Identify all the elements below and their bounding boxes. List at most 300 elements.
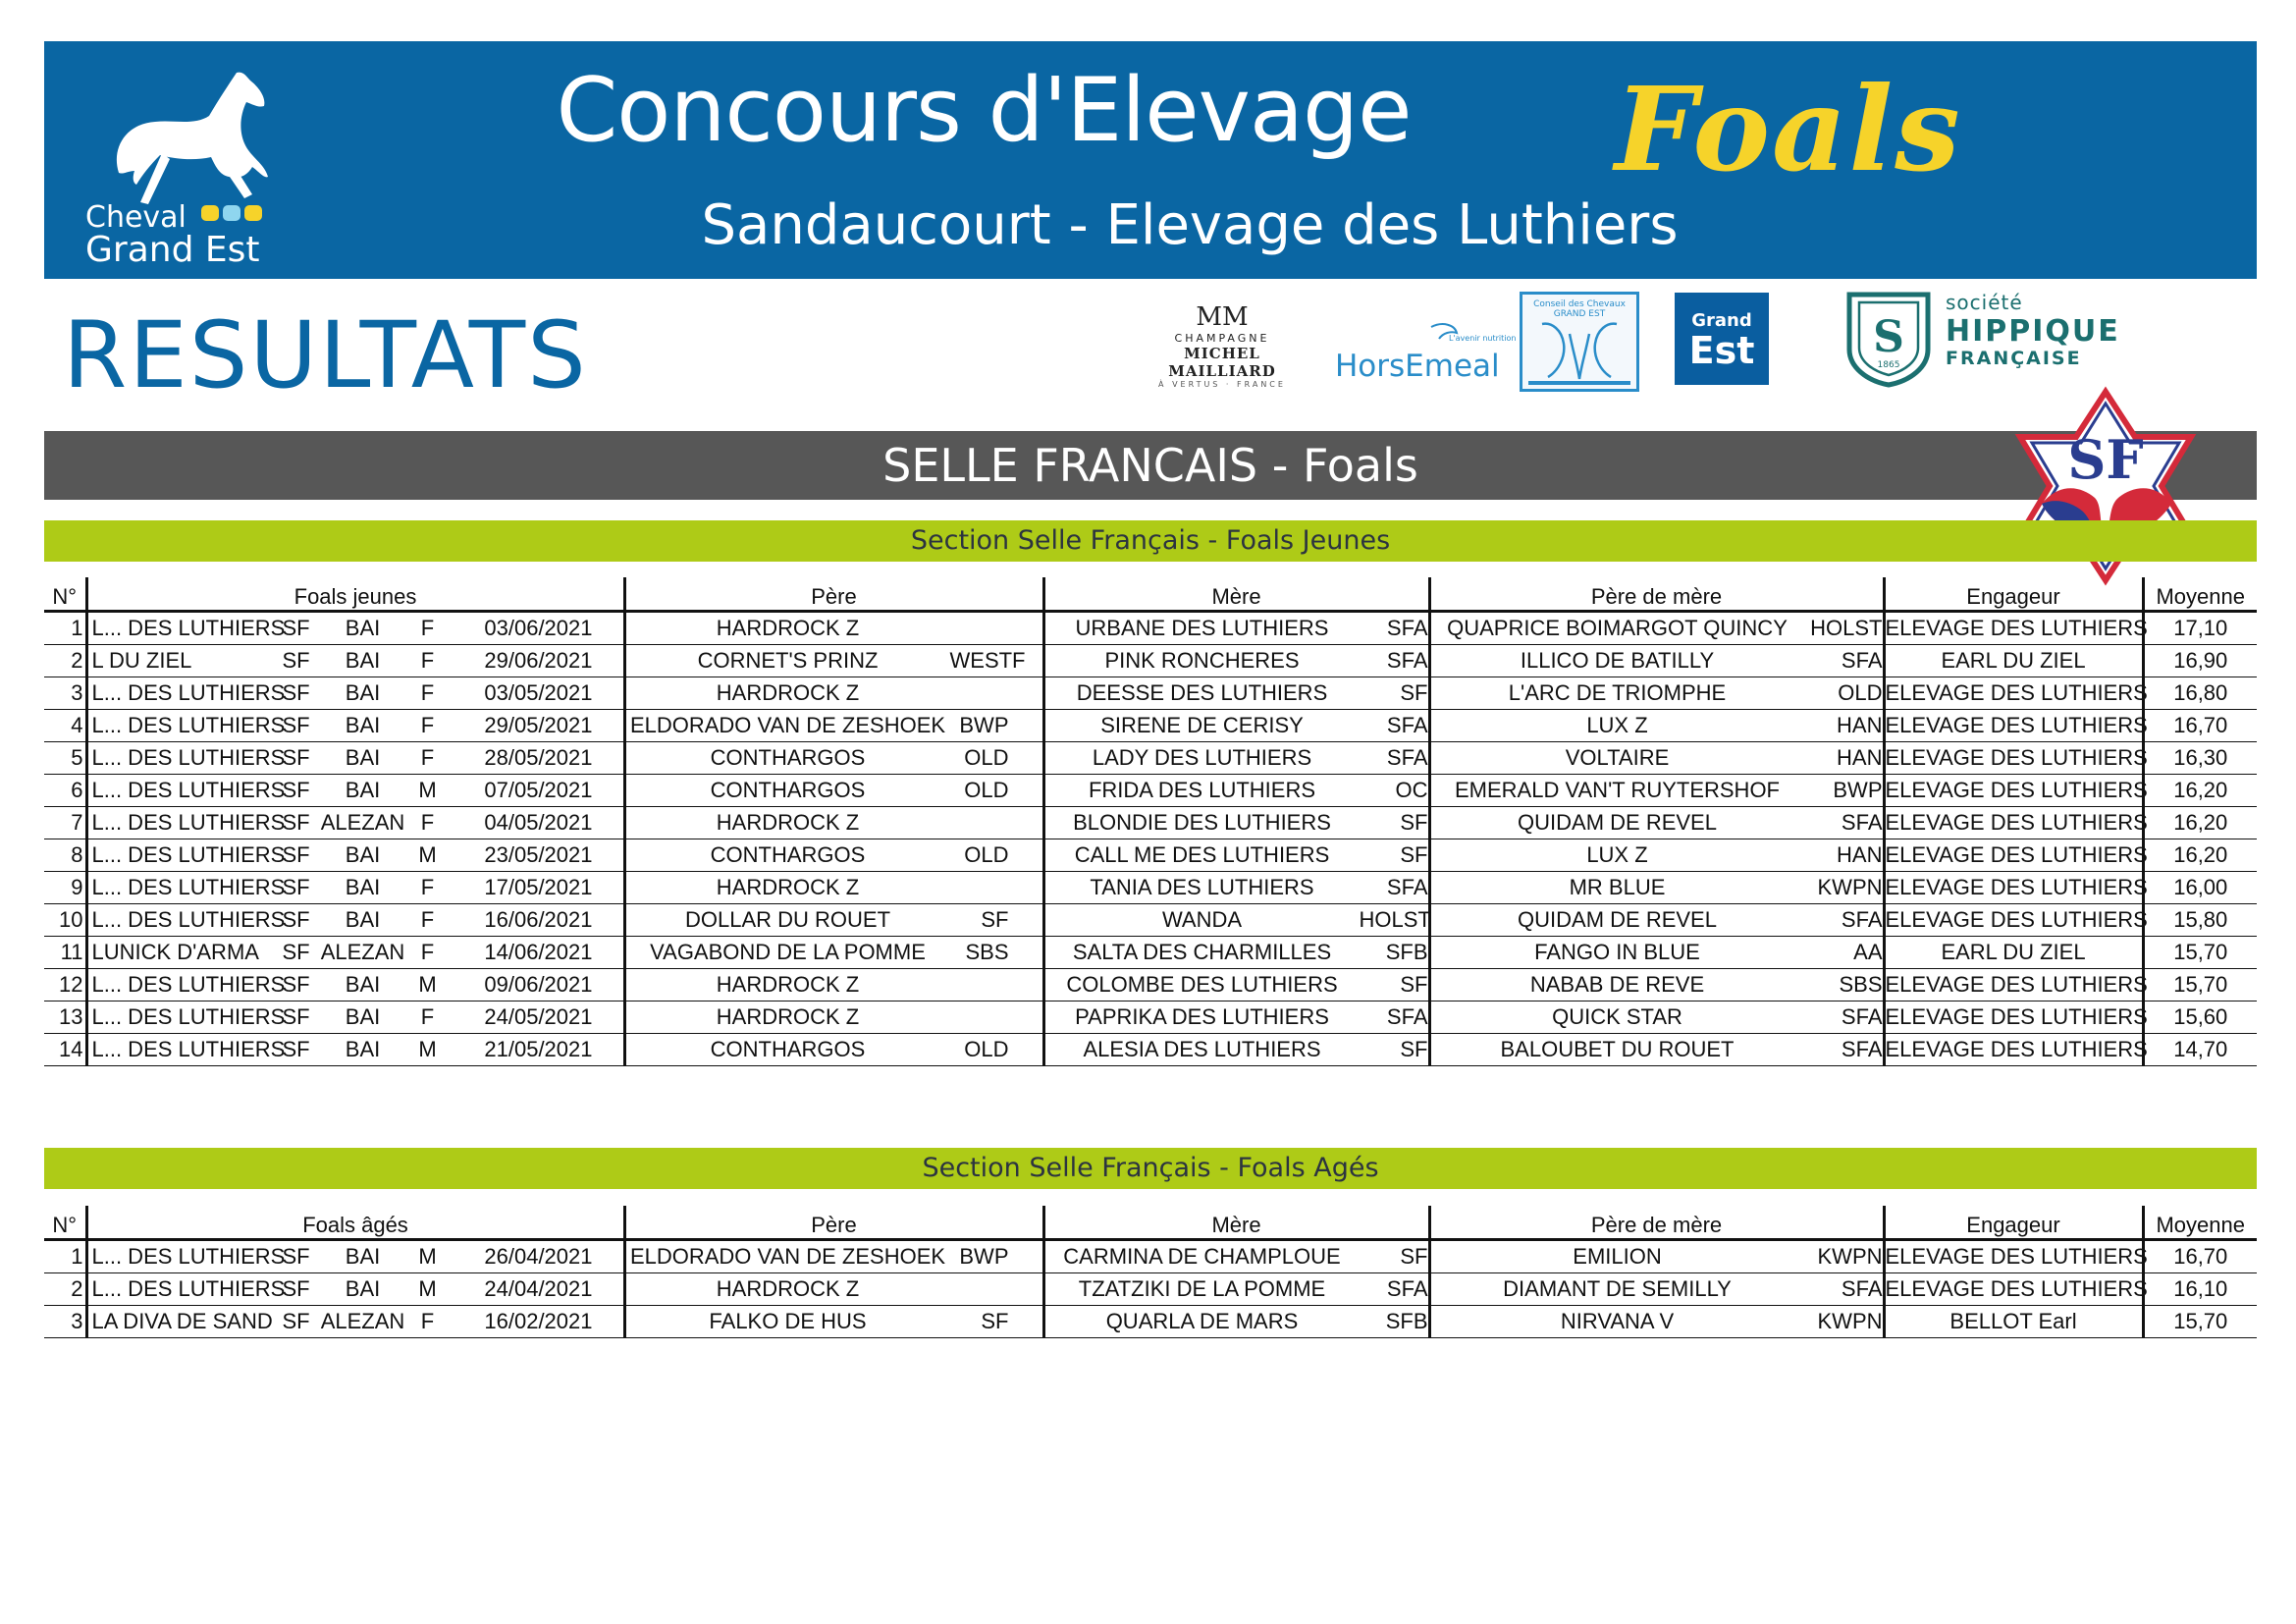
cell-pere-de-mere [1429, 677, 1884, 710]
table-row [44, 1273, 2257, 1306]
foal-robe: ALEZAN [320, 940, 405, 964]
page-subtitle: Sandaucourt - Elevage des Luthiers [701, 193, 1679, 257]
mere-race: SF [1400, 972, 1428, 997]
foal-race: SF [282, 842, 310, 867]
foal-robe: BAI [345, 1037, 381, 1061]
foal-date: 17/05/2021 [484, 875, 593, 899]
badge-text: SF [2067, 428, 2144, 491]
cell-num: 8 [44, 839, 86, 872]
cell-mere [1043, 710, 1429, 742]
foal-sexe: F [420, 616, 435, 640]
logo-text-grand-est: Grand Est [85, 230, 260, 270]
mere-name: COLOMBE DES LUTHIERS [1066, 972, 1338, 997]
cell-pere [624, 742, 1043, 775]
foal-race: SF [282, 616, 310, 640]
foal-name: L... DES LUTHIERS [91, 745, 286, 770]
foal-sexe: F [420, 1004, 435, 1029]
pere-de-mere-name: FANGO IN BLUE [1534, 940, 1700, 964]
foal-name: L... DES LUTHIERS [91, 1276, 286, 1301]
pere-de-mere-name: L'ARC DE TRIOMPHE [1508, 680, 1727, 705]
mm-line2: MICHEL MAILLIARD [1168, 345, 1276, 380]
pere-race: BWP [959, 713, 1009, 737]
cell-mere [1043, 1273, 1429, 1306]
mere-name: LADY DES LUTHIERS [1092, 745, 1312, 770]
shf-line2: HIPPIQUE [1946, 314, 2120, 349]
shf-line3: FRANÇAISE [1946, 348, 2082, 369]
pere-de-mere-race: SFA [1841, 1276, 1883, 1301]
mm-line3: À VERTUS · FRANCE [1158, 380, 1286, 389]
mere-race: SF [1400, 680, 1428, 705]
cell-pere [624, 937, 1043, 969]
col-header-pere: Père [624, 1206, 1043, 1240]
pere-name: CORNET'S PRINZ [697, 648, 879, 673]
cell-mere [1043, 839, 1429, 872]
foal-sexe: F [420, 680, 435, 705]
mere-race: SFA [1386, 648, 1428, 673]
foal-date: 07/05/2021 [484, 778, 593, 802]
page-title: Concours d'Elevage [556, 59, 1412, 162]
col-header-moyenne: Moyenne [2143, 1206, 2257, 1240]
mere-name: FRIDA DES LUTHIERS [1088, 778, 1316, 802]
foal-name: LA DIVA DE SAND [91, 1309, 273, 1333]
foal-name: LUNICK D'ARMA [91, 940, 259, 964]
pere-de-mere-race: BWP [1833, 778, 1883, 802]
pere-name: ELDORADO VAN DE ZESHOEK [629, 1244, 946, 1269]
foal-name: L DU ZIEL [91, 648, 192, 673]
mere-race: SFA [1386, 616, 1428, 640]
cell-moyenne: 14,70 [2143, 1034, 2257, 1066]
cell-num: 3 [44, 677, 86, 710]
foal-date: 28/05/2021 [484, 745, 593, 770]
cell-pere-de-mere [1429, 1273, 1884, 1306]
cell-pere-de-mere [1429, 872, 1884, 904]
conseil-line1: Conseil des Chevaux [1533, 299, 1626, 309]
cell-num: 1 [44, 1240, 86, 1273]
cell-foal [86, 969, 624, 1001]
cell-num: 2 [44, 645, 86, 677]
grand-est-line2: Est [1688, 329, 1755, 372]
cell-num: 9 [44, 872, 86, 904]
cell-mere [1043, 872, 1429, 904]
pere-name: HARDROCK Z [716, 616, 860, 640]
cell-moyenne: 15,80 [2143, 904, 2257, 937]
cell-pere [624, 1034, 1043, 1066]
cell-moyenne: 16,00 [2143, 872, 2257, 904]
header-banner [44, 41, 2257, 279]
cell-mere [1043, 969, 1429, 1001]
foal-sexe: M [418, 842, 437, 867]
foal-robe: BAI [345, 972, 381, 997]
cell-engageur: EARL DU ZIEL [1884, 645, 2143, 677]
cell-foal [86, 645, 624, 677]
grand-est-region-logo [1675, 293, 1769, 385]
foal-robe: BAI [345, 745, 381, 770]
cell-num: 6 [44, 775, 86, 807]
pere-de-mere-race: SFA [1841, 1004, 1883, 1029]
pere-de-mere-name: VOLTAIRE [1565, 745, 1670, 770]
cell-num: 4 [44, 710, 86, 742]
cell-moyenne: 16,90 [2143, 645, 2257, 677]
foal-race: SF [282, 1037, 310, 1061]
page-title-accent: Foals [1615, 61, 1962, 197]
cell-engageur: ELEVAGE DES LUTHIERS [1884, 1240, 2143, 1273]
shf-monogram: S [1873, 312, 1904, 362]
shf-line1: société [1946, 291, 2023, 314]
mere-name: BLONDIE DES LUTHIERS [1073, 810, 1331, 835]
cell-engageur: ELEVAGE DES LUTHIERS [1884, 775, 2143, 807]
cell-num: 10 [44, 904, 86, 937]
mere-race: SF [1400, 810, 1428, 835]
foal-sexe: M [418, 1276, 437, 1301]
foal-race: SF [282, 940, 310, 964]
cell-pere [624, 612, 1043, 645]
cell-num: 1 [44, 612, 86, 645]
pere-de-mere-race: SFA [1841, 810, 1883, 835]
pere-de-mere-name: EMERALD VAN'T RUYTERSHOF [1455, 778, 1780, 802]
foal-date: 04/05/2021 [484, 810, 593, 835]
mere-race: SFB [1385, 1309, 1428, 1333]
pere-de-mere-race: AA [1853, 940, 1883, 964]
pere-name: CONTHARGOS [710, 842, 866, 867]
pere-race: SF [981, 907, 1009, 932]
pere-name: VAGABOND DE LA POMME [650, 940, 926, 964]
cell-engageur: ELEVAGE DES LUTHIERS [1884, 839, 2143, 872]
table-row [44, 904, 2257, 937]
cell-pere-de-mere [1429, 904, 1884, 937]
mere-name: DEESSE DES LUTHIERS [1076, 680, 1328, 705]
mere-name: TANIA DES LUTHIERS [1090, 875, 1314, 899]
foal-sexe: F [420, 810, 435, 835]
foal-sexe: M [418, 1037, 437, 1061]
cell-pere-de-mere [1429, 969, 1884, 1001]
pere-name: HARDROCK Z [716, 1276, 860, 1301]
mere-name: TZATZIKI DE LA POMME [1078, 1276, 1326, 1301]
cell-mere [1043, 1306, 1429, 1338]
foal-robe: BAI [345, 842, 381, 867]
cell-pere [624, 710, 1043, 742]
foal-date: 16/02/2021 [484, 1309, 593, 1333]
pere-de-mere-race: OLD [1838, 680, 1883, 705]
cell-engageur: ELEVAGE DES LUTHIERS [1884, 742, 2143, 775]
mere-name: CALL ME DES LUTHIERS [1074, 842, 1330, 867]
cell-num: 12 [44, 969, 86, 1001]
cell-engageur: ELEVAGE DES LUTHIERS [1884, 710, 2143, 742]
cell-mere [1043, 1034, 1429, 1066]
foal-race: SF [282, 972, 310, 997]
cell-moyenne: 16,20 [2143, 807, 2257, 839]
cell-moyenne: 15,70 [2143, 937, 2257, 969]
pere-de-mere-name: ILLICO DE BATILLY [1520, 648, 1715, 673]
mere-name: URBANE DES LUTHIERS [1075, 616, 1329, 640]
foal-name: L... DES LUTHIERS [91, 875, 286, 899]
cell-foal [86, 872, 624, 904]
col-header-num: N° [44, 1206, 86, 1240]
mere-race: SFA [1386, 745, 1428, 770]
pere-name: FALKO DE HUS [709, 1309, 867, 1333]
cell-pere-de-mere [1429, 645, 1884, 677]
cell-num: 13 [44, 1001, 86, 1034]
foal-race: SF [282, 1309, 310, 1333]
foal-robe: BAI [345, 616, 381, 640]
pere-de-mere-race: SFA [1841, 907, 1883, 932]
foal-name: L... DES LUTHIERS [91, 842, 286, 867]
table-row [44, 645, 2257, 677]
foal-race: SF [282, 907, 310, 932]
horsemeal-tagline: L'avenir nutrition [1449, 334, 1517, 343]
foal-sexe: F [420, 875, 435, 899]
cell-pere-de-mere [1429, 1240, 1884, 1273]
cell-foal [86, 612, 624, 645]
foal-date: 03/05/2021 [484, 680, 593, 705]
pere-name: DOLLAR DU ROUET [684, 907, 891, 932]
foal-robe: BAI [345, 907, 381, 932]
foal-name: L... DES LUTHIERS [91, 1037, 286, 1061]
mere-name: WANDA [1161, 907, 1243, 932]
pere-name: HARDROCK Z [716, 875, 860, 899]
cell-pere [624, 807, 1043, 839]
foal-sexe: F [420, 713, 435, 737]
table-row [44, 742, 2257, 775]
foal-date: 23/05/2021 [484, 842, 593, 867]
cell-moyenne: 16,30 [2143, 742, 2257, 775]
cell-pere [624, 677, 1043, 710]
foal-name: L... DES LUTHIERS [91, 907, 286, 932]
mm-monogram: MM [1196, 302, 1249, 332]
foal-date: 26/04/2021 [484, 1244, 593, 1269]
mere-name: QUARLA DE MARS [1105, 1309, 1299, 1333]
foal-race: SF [282, 1004, 310, 1029]
pere-de-mere-name: BALOUBET DU ROUET [1500, 1037, 1735, 1061]
pere-de-mere-race: KWPN [1817, 1244, 1883, 1269]
cell-pere-de-mere [1429, 775, 1884, 807]
mere-race: SFA [1386, 713, 1428, 737]
cell-engageur: ELEVAGE DES LUTHIERS [1884, 1034, 2143, 1066]
table-row [44, 937, 2257, 969]
foal-name: L... DES LUTHIERS [91, 616, 286, 640]
cell-pere-de-mere [1429, 742, 1884, 775]
mm-line1: CHAMPAGNE [1174, 332, 1270, 345]
mere-name: CARMINA DE CHAMPLOUE [1063, 1244, 1341, 1269]
foal-race: SF [282, 810, 310, 835]
foal-race: SF [282, 680, 310, 705]
cell-foal [86, 775, 624, 807]
cell-mere [1043, 937, 1429, 969]
pere-de-mere-name: QUAPRICE BOIMARGOT QUINCY [1447, 616, 1788, 640]
cell-mere [1043, 742, 1429, 775]
cell-pere [624, 1240, 1043, 1273]
table-row [44, 1306, 2257, 1338]
cell-pere-de-mere [1429, 1001, 1884, 1034]
foal-robe: BAI [345, 1244, 381, 1269]
cell-pere [624, 839, 1043, 872]
cell-foal [86, 839, 624, 872]
shf-shield-icon [1840, 289, 1938, 387]
pere-de-mere-race: HAN [1837, 842, 1883, 867]
cell-foal [86, 1306, 624, 1338]
table-row [44, 710, 2257, 742]
cell-pere-de-mere [1429, 1306, 1884, 1338]
table-row [44, 775, 2257, 807]
pere-de-mere-name: NABAB DE REVE [1529, 972, 1705, 997]
col-header-pere-de-mere: Père de mère [1429, 577, 1884, 612]
mere-race: OC [1395, 778, 1428, 802]
foal-robe: BAI [345, 1004, 381, 1029]
results-table-jeunes [44, 577, 2257, 1066]
foal-date: 29/06/2021 [484, 648, 593, 673]
cell-foal [86, 904, 624, 937]
results-table-ages [44, 1206, 2257, 1338]
cell-mere [1043, 775, 1429, 807]
mere-name: PAPRIKA DES LUTHIERS [1075, 1004, 1329, 1029]
cell-num: 14 [44, 1034, 86, 1066]
cell-mere [1043, 612, 1429, 645]
foal-robe: BAI [345, 1276, 381, 1301]
pere-de-mere-name: DIAMANT DE SEMILLY [1503, 1276, 1732, 1301]
cell-foal [86, 742, 624, 775]
results-heading: RESULTATS [63, 302, 588, 409]
foal-robe: ALEZAN [320, 1309, 405, 1333]
pere-name: CONTHARGOS [710, 745, 866, 770]
table-row [44, 872, 2257, 904]
foal-race: SF [282, 1276, 310, 1301]
cell-foal [86, 1240, 624, 1273]
cell-foal [86, 1001, 624, 1034]
foal-sexe: M [418, 972, 437, 997]
foal-race: SF [282, 648, 310, 673]
horsemeal-name: HorsEmeal [1335, 349, 1500, 384]
foal-sexe: F [420, 1309, 435, 1333]
foal-robe: BAI [345, 680, 381, 705]
cell-pere [624, 1001, 1043, 1034]
pere-de-mere-race: SFA [1841, 648, 1883, 673]
col-header-mere: Mère [1043, 577, 1429, 612]
cell-engageur: ELEVAGE DES LUTHIERS [1884, 677, 2143, 710]
pere-name: CONTHARGOS [710, 778, 866, 802]
cell-moyenne: 16,70 [2143, 710, 2257, 742]
cell-mere [1043, 904, 1429, 937]
cell-moyenne: 15,60 [2143, 1001, 2257, 1034]
cell-foal [86, 710, 624, 742]
mere-race: SF [1400, 1244, 1428, 1269]
foal-robe: BAI [345, 648, 381, 673]
cell-mere [1043, 1240, 1429, 1273]
foal-date: 09/06/2021 [484, 972, 593, 997]
pere-race: OLD [964, 1037, 1009, 1061]
michel-mailliard-logo [1129, 302, 1315, 391]
cell-moyenne: 15,70 [2143, 1306, 2257, 1338]
pere-race: BWP [959, 1244, 1009, 1269]
pere-de-mere-name: EMILION [1573, 1244, 1662, 1269]
cell-foal [86, 677, 624, 710]
foal-name: L... DES LUTHIERS [91, 810, 286, 835]
foal-date: 21/05/2021 [484, 1037, 593, 1061]
cell-engageur: ELEVAGE DES LUTHIERS [1884, 1001, 2143, 1034]
foal-robe: ALEZAN [320, 810, 405, 835]
foal-name: L... DES LUTHIERS [91, 1244, 286, 1269]
pere-name: CONTHARGOS [710, 1037, 866, 1061]
cell-foal [86, 807, 624, 839]
mere-race: SF [1400, 1037, 1428, 1061]
foal-race: SF [282, 1244, 310, 1269]
pere-name: HARDROCK Z [716, 972, 860, 997]
cell-pere [624, 1273, 1043, 1306]
cell-moyenne: 16,20 [2143, 775, 2257, 807]
cell-num: 3 [44, 1306, 86, 1338]
foal-sexe: F [420, 940, 435, 964]
pere-name: ELDORADO VAN DE ZESHOEK [629, 713, 946, 737]
foal-robe: BAI [345, 875, 381, 899]
cell-pere-de-mere [1429, 807, 1884, 839]
mere-race: SFB [1385, 940, 1428, 964]
cell-pere [624, 775, 1043, 807]
table-row [44, 839, 2257, 872]
pere-de-mere-race: HOLST [1810, 616, 1883, 640]
section-title-ages: Section Selle Français - Foals Agés [44, 1148, 2257, 1189]
table-header-row [44, 1206, 2257, 1240]
col-header-num: N° [44, 577, 86, 612]
cell-pere [624, 872, 1043, 904]
pere-race: SF [981, 1309, 1009, 1333]
cell-mere [1043, 1001, 1429, 1034]
grand-est-line1: Grand [1691, 310, 1752, 331]
cell-pere-de-mere [1429, 710, 1884, 742]
pere-name: HARDROCK Z [716, 680, 860, 705]
cell-foal [86, 1034, 624, 1066]
foal-date: 14/06/2021 [484, 940, 593, 964]
mere-race: SFA [1386, 1004, 1428, 1029]
cell-moyenne: 15,70 [2143, 969, 2257, 1001]
cell-engageur: ELEVAGE DES LUTHIERS [1884, 807, 2143, 839]
cell-engageur: EARL DU ZIEL [1884, 937, 2143, 969]
foal-name: L... DES LUTHIERS [91, 778, 286, 802]
mere-name: PINK RONCHERES [1104, 648, 1300, 673]
pere-de-mere-name: NIRVANA V [1560, 1309, 1675, 1333]
cell-pere-de-mere [1429, 937, 1884, 969]
pere-de-mere-race: HAN [1837, 713, 1883, 737]
foal-date: 24/04/2021 [484, 1276, 593, 1301]
table-row [44, 1240, 2257, 1273]
foal-sexe: M [418, 1244, 437, 1269]
mere-name: ALESIA DES LUTHIERS [1083, 1037, 1321, 1061]
table-row [44, 807, 2257, 839]
table-header-row [44, 577, 2257, 612]
cell-engageur: ELEVAGE DES LUTHIERS [1884, 1273, 2143, 1306]
mere-race: HOLST [1359, 907, 1431, 932]
section-title-jeunes: Section Selle Français - Foals Jeunes [44, 520, 2257, 562]
col-header-engageur: Engageur [1884, 1206, 2143, 1240]
table-row [44, 969, 2257, 1001]
cell-moyenne: 17,10 [2143, 612, 2257, 645]
table-row [44, 612, 2257, 645]
pere-de-mere-name: QUIDAM DE REVEL [1518, 810, 1717, 835]
pere-name: HARDROCK Z [716, 810, 860, 835]
pere-race: OLD [964, 745, 1009, 770]
pere-race: SBS [965, 940, 1009, 964]
cell-engageur: ELEVAGE DES LUTHIERS [1884, 969, 2143, 1001]
col-header-mere: Mère [1043, 1206, 1429, 1240]
col-header-pere-de-mere: Père de mère [1429, 1206, 1884, 1240]
mere-name: SIRENE DE CERISY [1100, 713, 1304, 737]
pere-de-mere-race: KWPN [1817, 875, 1883, 899]
mere-race: SFA [1386, 1276, 1428, 1301]
foal-date: 29/05/2021 [484, 713, 593, 737]
cell-num: 5 [44, 742, 86, 775]
cell-pere [624, 1306, 1043, 1338]
conseil-chevaux-grand-est-logo [1520, 292, 1639, 392]
col-header-pere: Père [624, 577, 1043, 612]
mere-race: SFA [1386, 875, 1428, 899]
foal-name: L... DES LUTHIERS [91, 972, 286, 997]
